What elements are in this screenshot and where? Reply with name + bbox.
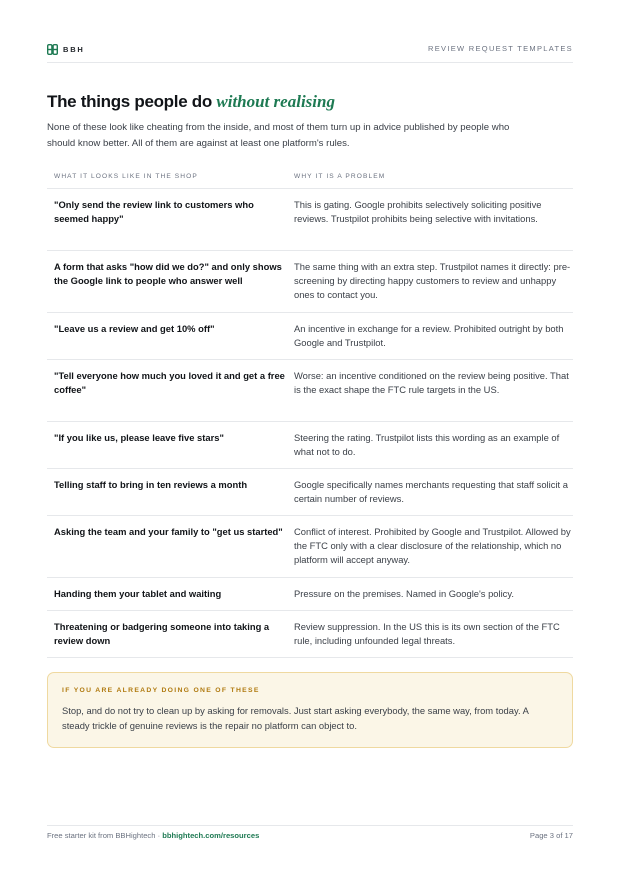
practice-cell: Telling staff to bring in ten reviews a month xyxy=(54,479,248,490)
page-header xyxy=(47,41,573,63)
table-row xyxy=(47,516,573,578)
table-header xyxy=(47,165,573,189)
table-row xyxy=(47,578,573,611)
problem-cell: Review suppression. In the US this is its own section of the FTC rule, including unfounded legal threats. xyxy=(294,621,560,646)
page-title-main: The things people do xyxy=(47,92,212,111)
table-row xyxy=(47,189,573,251)
practice-cell: Threatening or badgering someone into taking a review down xyxy=(54,621,270,646)
column-header-practice: WHAT IT LOOKS LIKE IN THE SHOP xyxy=(54,173,198,180)
brand-logo-icon xyxy=(47,44,58,55)
page-title xyxy=(47,92,335,112)
callout-body: Stop, and do not try to clean up by asking for removals. Just start asking everybody, the same way, from today. A steady trickle of genuine reviews is the repair no platform can object to. xyxy=(62,705,529,731)
practice-cell: Asking the team and your family to "get us started" xyxy=(54,526,283,537)
practice-cell: A form that asks "how did we do?" and only shows the Google link to people who answer well xyxy=(54,261,282,286)
warning-callout xyxy=(47,672,573,748)
table-row xyxy=(47,469,573,516)
table-row xyxy=(47,313,573,360)
table-row xyxy=(47,422,573,469)
page-number: Page 3 of 17 xyxy=(529,831,573,840)
footer-credit xyxy=(47,831,259,840)
problem-cell: Pressure on the premises. Named in Google's policy. xyxy=(294,588,514,599)
practice-cell: "Only send the review link to customers who seemed happy" xyxy=(54,199,254,224)
table-row xyxy=(47,611,573,658)
practices-table xyxy=(47,165,573,658)
problem-cell: Conflict of interest. Prohibited by Google and Trustpilot. Allowed by the FTC only with a clear disclosure of the relationship, which no platform will accept anyway. xyxy=(294,526,571,565)
page-footer xyxy=(47,825,573,840)
problem-cell: The same thing with an extra step. Trustpilot names it directly: pre-screening by directing happy customers to review and unhappy ones to contact you. xyxy=(294,261,571,300)
practice-cell: "If you like us, please leave five stars" xyxy=(54,432,224,443)
problem-cell: An incentive in exchange for a review. Prohibited outright by both Google and Trustpilot. xyxy=(294,323,564,348)
callout-title: IF YOU ARE ALREADY DOING ONE OF THESE xyxy=(62,687,260,694)
intro-paragraph: None of these look like cheating from the inside, and most of them turn up in advice published by people who should know better. All of them are against at least one platform's rules. xyxy=(47,122,510,149)
practice-cell: "Leave us a review and get 10% off" xyxy=(54,323,215,334)
practice-cell: Handing them your tablet and waiting xyxy=(54,588,222,599)
resources-link[interactable]: bbhightech.com/resources xyxy=(162,831,260,840)
brand-name: BBH xyxy=(63,44,85,54)
table-row xyxy=(47,360,573,422)
footer-credit-text: Free starter kit from BBHightech · xyxy=(47,831,161,840)
page-title-accent: without realising xyxy=(216,92,335,111)
table-row xyxy=(47,251,573,313)
practice-cell: "Tell everyone how much you loved it and get a free coffee" xyxy=(54,370,285,395)
problem-cell: Google specifically names merchants requesting that staff solicit a certain number of reviews. xyxy=(294,479,568,504)
document-label: REVIEW REQUEST TEMPLATES xyxy=(428,44,573,53)
problem-cell: This is gating. Google prohibits selectively soliciting positive reviews. Trustpilot prohibits being selective with invitations. xyxy=(294,199,542,224)
brand xyxy=(47,41,85,57)
problem-cell: Steering the rating. Trustpilot lists this wording as an example of what not to do. xyxy=(294,432,560,457)
problem-cell: Worse: an incentive conditioned on the review being positive. That is the exact shape the FTC rule targets in the US. xyxy=(294,370,569,395)
column-header-problem: WHY IT IS A PROBLEM xyxy=(294,173,386,180)
